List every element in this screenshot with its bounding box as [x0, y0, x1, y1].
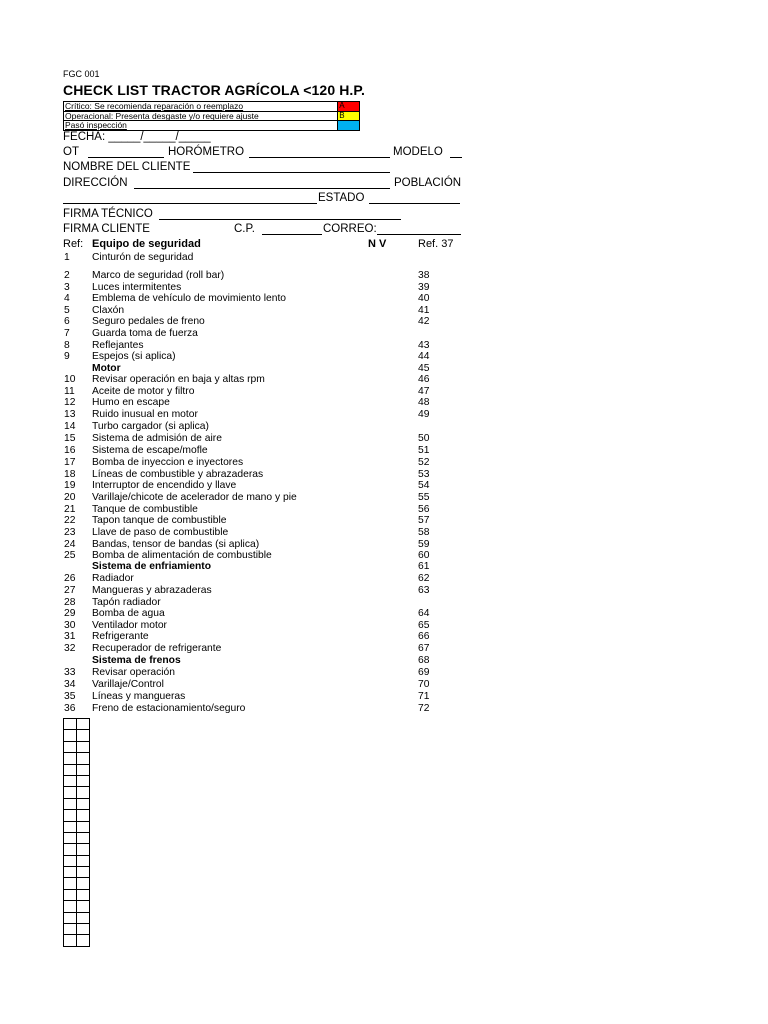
- cp-label: C.P.: [234, 223, 255, 235]
- grid-row: [64, 935, 90, 946]
- item-number: 12: [64, 397, 76, 408]
- grid-cell[interactable]: [64, 855, 77, 866]
- grid-row: [64, 924, 90, 935]
- grid-cell[interactable]: [64, 730, 77, 741]
- grid-row: [64, 775, 90, 786]
- grid-row: [64, 798, 90, 809]
- item-description: Sistema de admisión de aire: [92, 433, 222, 444]
- grid-cell[interactable]: [77, 832, 90, 843]
- item-ref: 59: [418, 539, 430, 550]
- grid-cell[interactable]: [77, 753, 90, 764]
- grid-cell[interactable]: [77, 867, 90, 878]
- item-description: Motor: [92, 363, 121, 374]
- item-number: 14: [64, 421, 76, 432]
- item-description: Bandas, tensor de bandas (si aplica): [92, 539, 260, 550]
- legend-swatch-blue: [338, 121, 360, 131]
- item-description: Revisar operación en baja y altas rpm: [92, 374, 265, 385]
- grid-cell[interactable]: [64, 719, 77, 730]
- item-description: Reflejantes: [92, 340, 144, 351]
- item-ref: 49: [418, 409, 430, 420]
- item-description: Guarda toma de fuerza: [92, 328, 198, 339]
- item-ref: 38: [418, 270, 430, 281]
- grid-row: [64, 730, 90, 741]
- item-ref: 54: [418, 480, 430, 491]
- grid-cell[interactable]: [77, 730, 90, 741]
- grid-cell[interactable]: [77, 901, 90, 912]
- item-description: Revisar operación: [92, 667, 175, 678]
- legend-row-critical: [64, 102, 360, 112]
- item-ref: 64: [418, 608, 430, 619]
- item-description: Sistema de enfriamiento: [92, 561, 212, 572]
- ref-right-label: Ref. 37: [418, 238, 454, 250]
- item-description: Cinturón de seguridad: [92, 252, 194, 263]
- item-number: 2: [64, 270, 70, 281]
- item-number: 3: [64, 282, 70, 293]
- firma-cliente-label: FIRMA CLIENTE: [63, 223, 150, 235]
- legend-label: Operacional: Presenta desgaste y/o requiere ajuste: [64, 111, 338, 121]
- ref-label: Ref:: [63, 238, 84, 250]
- grid-cell[interactable]: [64, 741, 77, 752]
- item-number: 34: [64, 679, 76, 690]
- grid-row: [64, 867, 90, 878]
- horometro-label: HORÓMETRO: [168, 146, 245, 158]
- grid-cell[interactable]: [64, 901, 77, 912]
- item-number: 4: [64, 293, 70, 304]
- item-number: 7: [64, 328, 70, 339]
- item-ref: 46: [418, 374, 430, 385]
- item-description: Líneas de combustible y abrazaderas: [92, 469, 264, 480]
- grid-cell[interactable]: [77, 935, 90, 946]
- item-number: 32: [64, 643, 76, 654]
- item-ref: 50: [418, 433, 430, 444]
- ot-line[interactable]: [88, 157, 164, 158]
- grid-cell[interactable]: [77, 821, 90, 832]
- correo-line[interactable]: [377, 234, 461, 235]
- item-description: Tanque de combustible: [92, 504, 198, 515]
- item-description: Refrigerante: [92, 631, 149, 642]
- item-number: 24: [64, 539, 76, 550]
- item-ref: 43: [418, 340, 430, 351]
- legend-row-passed: [64, 121, 360, 131]
- grid-cell[interactable]: [77, 787, 90, 798]
- item-number: 35: [64, 691, 76, 702]
- grid-row: [64, 764, 90, 775]
- grid-row: [64, 821, 90, 832]
- item-number: 25: [64, 550, 76, 561]
- grid-row: [64, 844, 90, 855]
- grid-cell[interactable]: [64, 787, 77, 798]
- item-description: Emblema de vehículo de movimiento lento: [92, 293, 287, 304]
- item-number: 8: [64, 340, 70, 351]
- item-number: 15: [64, 433, 76, 444]
- grid-row: [64, 855, 90, 866]
- item-description: Recuperador de refrigerante: [92, 643, 222, 654]
- item-ref: 55: [418, 492, 430, 503]
- item-ref: 57: [418, 515, 430, 526]
- grid-cell[interactable]: [64, 775, 77, 786]
- item-ref: 52: [418, 457, 430, 468]
- grid-row: [64, 741, 90, 752]
- item-ref: 60: [418, 550, 430, 561]
- item-description: Freno de estacionamiento/seguro: [92, 703, 246, 714]
- item-number: 9: [64, 351, 70, 362]
- legend-label: Crítico: Se recomienda reparación o reemplazo: [64, 102, 338, 112]
- grid-cell[interactable]: [77, 764, 90, 775]
- grid-cell[interactable]: [64, 867, 77, 878]
- item-number: 1: [64, 252, 70, 263]
- item-description: Humo en escape: [92, 397, 170, 408]
- section-title: Equipo de seguridad: [92, 238, 201, 250]
- item-description: Espejos (si aplica): [92, 351, 176, 362]
- estado-label: ESTADO: [318, 192, 365, 204]
- direccion-label: DIRECCIÓN: [63, 177, 128, 189]
- modelo-label: MODELO: [393, 146, 443, 158]
- grid-row: [64, 832, 90, 843]
- item-ref: 70: [418, 679, 430, 690]
- item-ref: 65: [418, 620, 430, 631]
- form-code: FGC 001: [63, 69, 100, 79]
- item-description: Interruptor de encendido y llave: [92, 480, 237, 491]
- grid-cell[interactable]: [77, 775, 90, 786]
- item-number: 11: [64, 386, 75, 397]
- grid-cell[interactable]: [64, 753, 77, 764]
- grid-cell[interactable]: [77, 889, 90, 900]
- item-number: 5: [64, 305, 70, 316]
- item-description: Tapón radiador: [92, 597, 161, 608]
- legend-swatch-red: A: [338, 102, 360, 112]
- item-number: 6: [64, 316, 70, 327]
- item-ref: 68: [418, 655, 430, 666]
- grid-row: [64, 753, 90, 764]
- item-description: Luces intermitentes: [92, 282, 182, 293]
- item-number: 27: [64, 585, 76, 596]
- grid-cell[interactable]: [77, 719, 90, 730]
- item-description: Marco de seguridad (roll bar): [92, 270, 225, 281]
- grid-cell[interactable]: [64, 889, 77, 900]
- modelo-line[interactable]: [450, 157, 462, 158]
- item-description: Bomba de inyeccion e inyectores: [92, 457, 244, 468]
- grid-cell[interactable]: [77, 798, 90, 809]
- item-ref: 40: [418, 293, 430, 304]
- item-number: 16: [64, 445, 76, 456]
- check-grid[interactable]: [63, 718, 90, 947]
- legend-swatch-yellow: B: [338, 111, 360, 121]
- grid-row: [64, 719, 90, 730]
- item-ref: 71: [418, 691, 430, 702]
- fecha-field[interactable]: FECHA: _____/_____/_____: [63, 131, 211, 143]
- item-ref: 44: [418, 351, 430, 362]
- grid-row: [64, 889, 90, 900]
- item-description: Llave de paso de combustible: [92, 527, 229, 538]
- item-description: Bomba de alimentación de combustible: [92, 550, 272, 561]
- grid-cell[interactable]: [64, 878, 77, 889]
- item-number: 20: [64, 492, 76, 503]
- item-number: 23: [64, 527, 76, 538]
- item-number: 21: [64, 504, 76, 515]
- item-description: Tapon tanque de combustible: [92, 515, 227, 526]
- nombre-cliente-label: NOMBRE DEL CLIENTE: [63, 161, 191, 173]
- ot-label: OT: [63, 146, 79, 158]
- grid-cell[interactable]: [77, 741, 90, 752]
- item-description: Claxón: [92, 305, 125, 316]
- item-number: 26: [64, 573, 76, 584]
- item-description: Ruido inusual en motor: [92, 409, 198, 420]
- grid-cell[interactable]: [64, 798, 77, 809]
- grid-row: [64, 810, 90, 821]
- grid-cell[interactable]: [64, 832, 77, 843]
- item-description: Líneas y mangueras: [92, 691, 186, 702]
- item-number: 13: [64, 409, 76, 420]
- item-description: Sistema de frenos: [92, 655, 181, 666]
- grid-cell[interactable]: [77, 878, 90, 889]
- direccion-line[interactable]: [134, 188, 390, 189]
- item-ref: 47: [418, 386, 430, 397]
- grid-cell[interactable]: [64, 844, 77, 855]
- item-ref: 48: [418, 397, 430, 408]
- nombre-cliente-line[interactable]: [193, 172, 390, 173]
- item-ref: 41: [418, 305, 430, 316]
- grid-cell[interactable]: [77, 912, 90, 923]
- grid-cell[interactable]: [77, 924, 90, 935]
- item-description: Varillaje/Control: [92, 679, 164, 690]
- item-description: Aceite de motor y filtro: [92, 386, 195, 397]
- item-number: 17: [64, 457, 76, 468]
- grid-row: [64, 878, 90, 889]
- item-ref: 63: [418, 585, 430, 596]
- grid-cell[interactable]: [64, 935, 77, 946]
- item-description: Ventilador motor: [92, 620, 167, 631]
- address-line-2[interactable]: [63, 203, 317, 204]
- grid-row: [64, 901, 90, 912]
- item-description: Turbo cargador (si aplica): [92, 421, 209, 432]
- item-ref: 56: [418, 504, 430, 515]
- item-number: 28: [64, 597, 76, 608]
- item-ref: 58: [418, 527, 430, 538]
- item-number: 10: [64, 374, 76, 385]
- item-description: Sistema de escape/mofle: [92, 445, 208, 456]
- item-number: 18: [64, 469, 76, 480]
- poblacion-label: POBLACIÓN: [394, 177, 462, 189]
- grid-cell[interactable]: [64, 912, 77, 923]
- estado-line[interactable]: [369, 203, 460, 204]
- status-legend: [63, 101, 360, 131]
- item-number: 33: [64, 667, 76, 678]
- item-ref: 62: [418, 573, 430, 584]
- grid-cell[interactable]: [77, 855, 90, 866]
- item-description: Radiador: [92, 573, 134, 584]
- grid-cell[interactable]: [77, 844, 90, 855]
- item-description: Varillaje/chicote de acelerador de mano y pie: [92, 492, 297, 503]
- grid-cell[interactable]: [64, 924, 77, 935]
- firma-tecnico-line[interactable]: [159, 219, 401, 220]
- grid-cell[interactable]: [64, 821, 77, 832]
- firma-tecnico-label: FIRMA TÉCNICO: [63, 208, 153, 220]
- item-description: Seguro pedales de freno: [92, 316, 205, 327]
- item-ref: 45: [418, 363, 430, 374]
- page-title: CHECK LIST TRACTOR AGRÍCOLA <120 H.P.: [63, 82, 366, 98]
- nv-label: N V: [368, 238, 387, 250]
- legend-row-operational: [64, 111, 360, 121]
- grid-cell[interactable]: [64, 810, 77, 821]
- grid-cell[interactable]: [64, 764, 77, 775]
- item-ref: 39: [418, 282, 430, 293]
- item-number: 30: [64, 620, 76, 631]
- grid-row: [64, 912, 90, 923]
- item-description: Mangueras y abrazaderas: [92, 585, 212, 596]
- item-ref: 72: [418, 703, 430, 714]
- item-ref: 51: [418, 445, 430, 456]
- correo-label: CORREO:: [323, 223, 377, 235]
- item-number: 31: [64, 631, 76, 642]
- item-ref: 42: [418, 316, 430, 327]
- grid-row: [64, 787, 90, 798]
- item-ref: 53: [418, 469, 430, 480]
- item-number: 29: [64, 608, 76, 619]
- item-number: 22: [64, 515, 76, 526]
- item-ref: 67: [418, 643, 430, 654]
- cp-line[interactable]: [262, 234, 322, 235]
- item-description: Bomba de agua: [92, 608, 165, 619]
- grid-cell[interactable]: [77, 810, 90, 821]
- horometro-line[interactable]: [249, 157, 390, 158]
- item-ref: 69: [418, 667, 430, 678]
- item-number: 19: [64, 480, 76, 491]
- item-number: 36: [64, 703, 76, 714]
- item-ref: 66: [418, 631, 430, 642]
- legend-label: Pasó inspección: [64, 121, 338, 131]
- item-ref: 61: [418, 561, 430, 572]
